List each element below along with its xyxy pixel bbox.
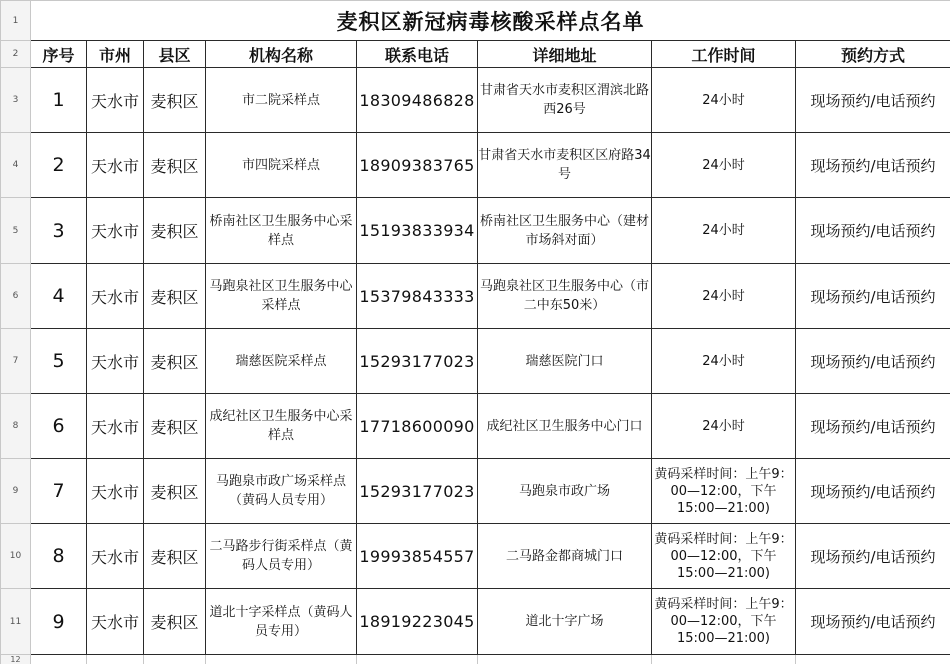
cell-org[interactable]: 成纪社区卫生服务中心采样点: [206, 394, 357, 459]
table-row: [1, 459, 950, 524]
cell-phone[interactable]: 15293177023: [357, 329, 478, 394]
cell-method[interactable]: 现场预约/电话预约: [796, 264, 950, 329]
cell-city[interactable]: 天水市: [87, 133, 144, 198]
empty-cell[interactable]: [357, 655, 478, 664]
row-header[interactable]: 7: [1, 329, 31, 394]
cell-phone[interactable]: 15193833934: [357, 198, 478, 264]
empty-cell[interactable]: [652, 655, 796, 664]
sheet-title[interactable]: 麦积区新冠病毒核酸采样点名单: [31, 1, 950, 41]
cell-county[interactable]: 麦积区: [144, 329, 206, 394]
cell-org[interactable]: 二马路步行街采样点（黄码人员专用）: [206, 524, 357, 589]
header-city[interactable]: 市州: [87, 41, 144, 68]
cell-org[interactable]: 桥南社区卫生服务中心采样点: [206, 198, 357, 264]
cell-hours[interactable]: 黄码采样时间：上午9：00—12:00，下午15:00—21:00): [652, 524, 796, 589]
row-header[interactable]: 3: [1, 68, 31, 133]
header-row: [1, 41, 950, 68]
empty-cell[interactable]: [796, 655, 950, 664]
table-row: [1, 198, 950, 264]
empty-cell[interactable]: [31, 655, 87, 664]
cell-method[interactable]: 现场预约/电话预约: [796, 589, 950, 655]
cell-city[interactable]: 天水市: [87, 589, 144, 655]
cell-city[interactable]: 天水市: [87, 264, 144, 329]
cell-org[interactable]: 瑞慈医院采样点: [206, 329, 357, 394]
table-row: [1, 329, 950, 394]
cell-county[interactable]: 麦积区: [144, 394, 206, 459]
row-header[interactable]: 8: [1, 394, 31, 459]
cell-hours[interactable]: 黄码采样时间：上午9：00—12:00，下午15:00—21:00): [652, 459, 796, 524]
cell-hours[interactable]: 24小时: [652, 394, 796, 459]
cell-address[interactable]: 马跑泉市政广场: [478, 459, 652, 524]
cell-address[interactable]: 甘肃省天水市麦积区区府路34号: [478, 133, 652, 198]
row-header[interactable]: 12: [1, 655, 31, 664]
cell-phone[interactable]: 15293177023: [357, 459, 478, 524]
cell-county[interactable]: 麦积区: [144, 133, 206, 198]
cell-county[interactable]: 麦积区: [144, 264, 206, 329]
header-hours[interactable]: 工作时间: [652, 41, 796, 68]
cell-phone[interactable]: 17718600090: [357, 394, 478, 459]
cell-seq[interactable]: 1: [31, 68, 87, 133]
cell-county[interactable]: 麦积区: [144, 198, 206, 264]
row-header[interactable]: 5: [1, 198, 31, 264]
cell-address[interactable]: 瑞慈医院门口: [478, 329, 652, 394]
cell-city[interactable]: 天水市: [87, 198, 144, 264]
cell-org[interactable]: 道北十字采样点（黄码人员专用）: [206, 589, 357, 655]
cell-method[interactable]: 现场预约/电话预约: [796, 68, 950, 133]
row-header[interactable]: 2: [1, 41, 31, 68]
table-row: [1, 394, 950, 459]
cell-address[interactable]: 桥南社区卫生服务中心（建材市场斜对面）: [478, 198, 652, 264]
cell-city[interactable]: 天水市: [87, 394, 144, 459]
row-header[interactable]: 4: [1, 133, 31, 198]
cell-method[interactable]: 现场预约/电话预约: [796, 198, 950, 264]
cell-org[interactable]: 马跑泉社区卫生服务中心采样点: [206, 264, 357, 329]
cell-address[interactable]: 道北十字广场: [478, 589, 652, 655]
cell-method[interactable]: 现场预约/电话预约: [796, 459, 950, 524]
cell-seq[interactable]: 6: [31, 394, 87, 459]
header-seq[interactable]: 序号: [31, 41, 87, 68]
header-org[interactable]: 机构名称: [206, 41, 357, 68]
cell-city[interactable]: 天水市: [87, 459, 144, 524]
cell-city[interactable]: 天水市: [87, 524, 144, 589]
row-header[interactable]: 10: [1, 524, 31, 589]
cell-hours[interactable]: 黄码采样时间：上午9：00—12:00，下午15:00—21:00): [652, 589, 796, 655]
cell-address[interactable]: 成纪社区卫生服务中心门口: [478, 394, 652, 459]
cell-org[interactable]: 市二院采样点: [206, 68, 357, 133]
cell-address[interactable]: 甘肃省天水市麦积区渭滨北路西26号: [478, 68, 652, 133]
empty-cell[interactable]: [478, 655, 652, 664]
title-row: [1, 1, 950, 41]
cell-method[interactable]: 现场预约/电话预约: [796, 133, 950, 198]
cell-org[interactable]: 市四院采样点: [206, 133, 357, 198]
cell-phone[interactable]: 18309486828: [357, 68, 478, 133]
cell-hours[interactable]: 24小时: [652, 133, 796, 198]
cell-seq[interactable]: 3: [31, 198, 87, 264]
cell-org[interactable]: 马跑泉市政广场采样点（黄码人员专用）: [206, 459, 357, 524]
table-row-partial: [1, 655, 950, 664]
cell-hours[interactable]: 24小时: [652, 264, 796, 329]
row-header[interactable]: 11: [1, 589, 31, 655]
header-county[interactable]: 县区: [144, 41, 206, 68]
cell-hours[interactable]: 24小时: [652, 329, 796, 394]
cell-address[interactable]: 二马路金都商城门口: [478, 524, 652, 589]
cell-seq[interactable]: 7: [31, 459, 87, 524]
cell-phone[interactable]: 15379843333: [357, 264, 478, 329]
cell-method[interactable]: 现场预约/电话预约: [796, 329, 950, 394]
cell-county[interactable]: 麦积区: [144, 524, 206, 589]
table-row: [1, 524, 950, 589]
cell-address[interactable]: 马跑泉社区卫生服务中心（市二中东50米）: [478, 264, 652, 329]
row-header[interactable]: 1: [1, 1, 31, 41]
cell-hours[interactable]: 24小时: [652, 198, 796, 264]
cell-phone[interactable]: 19993854557: [357, 524, 478, 589]
cell-phone[interactable]: 18919223045: [357, 589, 478, 655]
empty-cell[interactable]: [87, 655, 144, 664]
header-address[interactable]: 详细地址: [478, 41, 652, 68]
cell-county[interactable]: 麦积区: [144, 68, 206, 133]
row-header[interactable]: 6: [1, 264, 31, 329]
empty-cell[interactable]: [144, 655, 206, 664]
cell-method[interactable]: 现场预约/电话预约: [796, 394, 950, 459]
cell-method[interactable]: 现场预约/电话预约: [796, 524, 950, 589]
table-row: [1, 264, 950, 329]
cell-seq[interactable]: 2: [31, 133, 87, 198]
row-header[interactable]: 9: [1, 459, 31, 524]
header-phone[interactable]: 联系电话: [357, 41, 478, 68]
table-row: [1, 589, 950, 655]
table-row: [1, 133, 950, 198]
cell-county[interactable]: 麦积区: [144, 459, 206, 524]
header-method[interactable]: 预约方式: [796, 41, 950, 68]
table-row: [1, 68, 950, 133]
cell-seq[interactable]: 4: [31, 264, 87, 329]
cell-seq[interactable]: 8: [31, 524, 87, 589]
empty-cell[interactable]: [206, 655, 357, 664]
cell-phone[interactable]: 18909383765: [357, 133, 478, 198]
cell-hours[interactable]: 24小时: [652, 68, 796, 133]
cell-seq[interactable]: 5: [31, 329, 87, 394]
cell-city[interactable]: 天水市: [87, 68, 144, 133]
cell-city[interactable]: 天水市: [87, 329, 144, 394]
cell-county[interactable]: 麦积区: [144, 589, 206, 655]
cell-seq[interactable]: 9: [31, 589, 87, 655]
